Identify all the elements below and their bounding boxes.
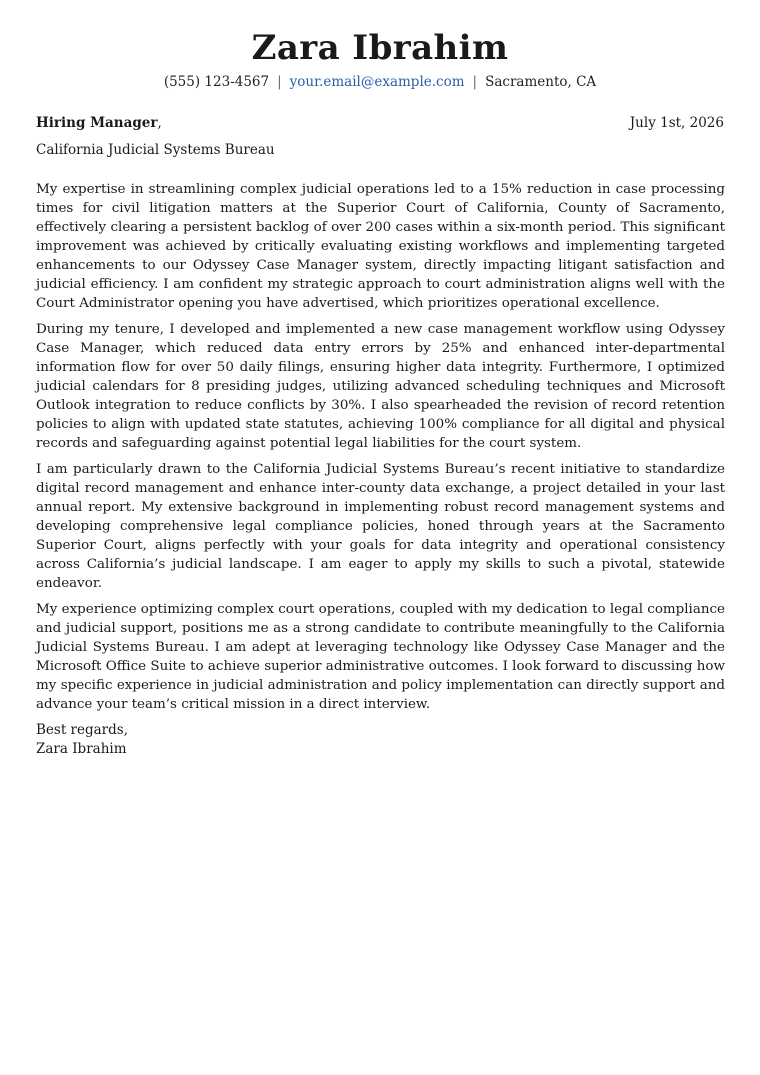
closing-salutation: Best regards, — [36, 722, 129, 738]
applicant-name: Zara Ibrahim — [251, 28, 509, 68]
closing-block — [36, 721, 725, 759]
body-paragraph: I am particularly drawn to the California Judicial Systems Bureau’s recent initiative to standardize digital record management and enhance inter-county data exchange, a project detailed in your last annual report. My extensive background in implementing robust record management systems and developing comprehensive legal compliance policies, honed through years at the Sacramento Superior Court, aligns perfectly with your goals for data integrity and operational consistency across California’s judicial landscape. I am eager to apply my skills to such a pivotal, statewide endeavor. — [36, 462, 725, 591]
recipient-title: Hiring Manager — [36, 115, 158, 131]
letter-date: July 1st, 2026 — [629, 115, 724, 131]
letter-body — [36, 180, 725, 759]
contact-line — [0, 73, 760, 91]
contact-separator: | — [472, 74, 478, 90]
recipient-line — [36, 114, 724, 132]
signature-name: Zara Ibrahim — [36, 741, 127, 757]
body-paragraph: During my tenure, I developed and implemented a new case management workflow using Odyssey Case Manager, which reduced data entry errors by 25% and enhanced inter-departmental information flow for over 50 daily filings, ensuring higher data integrity. Furthermore, I optimized judicial calendars for 8 presiding judges, utilizing advanced scheduling techniques and Microsoft Outlook integration to reduce conflicts by 30%. I also spearheaded the revision of record retention policies to align with updated state statutes, achieving 100% compliance for all digital and physical records and safeguarding against potential legal liabilities for the court system. — [36, 322, 725, 451]
email-link[interactable]: your.email@example.com — [289, 74, 465, 90]
location: Sacramento, CA — [485, 74, 597, 90]
body-paragraph: My expertise in streamlining complex judicial operations led to a 15% reduction in case processing times for civil litigation matters at the Superior Court of California, County of Sacramento, effectively clearing a persistent backlog of over 200 cases within a six-month period. This significant improvement was achieved by critically evaluating existing workflows and implementing targeted enhancements to our Odyssey Case Manager system, directly impacting litigant satisfaction and judicial efficiency. I am confident my strategic approach to court administration aligns well with the Court Administrator opening you have advertised, which prioritizes operational excellence. — [36, 182, 725, 311]
body-paragraph: My experience optimizing complex court operations, coupled with my dedication to legal compliance and judicial support, positions me as a strong candidate to contribute meaningfully to the California Judicial Systems Bureau. I am adept at leveraging technology like Odyssey Case Manager and the Microsoft Office Suite to achieve superior administrative outcomes. I look forward to discussing how my specific experience in judicial administration and policy implementation can directly support and advance your team’s critical mission in a direct interview. — [36, 602, 725, 712]
recipient-title-comma: , — [157, 115, 162, 131]
recipient-organization: California Judicial Systems Bureau — [36, 142, 275, 158]
phone-number: (555) 123-4567 — [163, 74, 270, 90]
contact-separator: | — [277, 74, 282, 90]
